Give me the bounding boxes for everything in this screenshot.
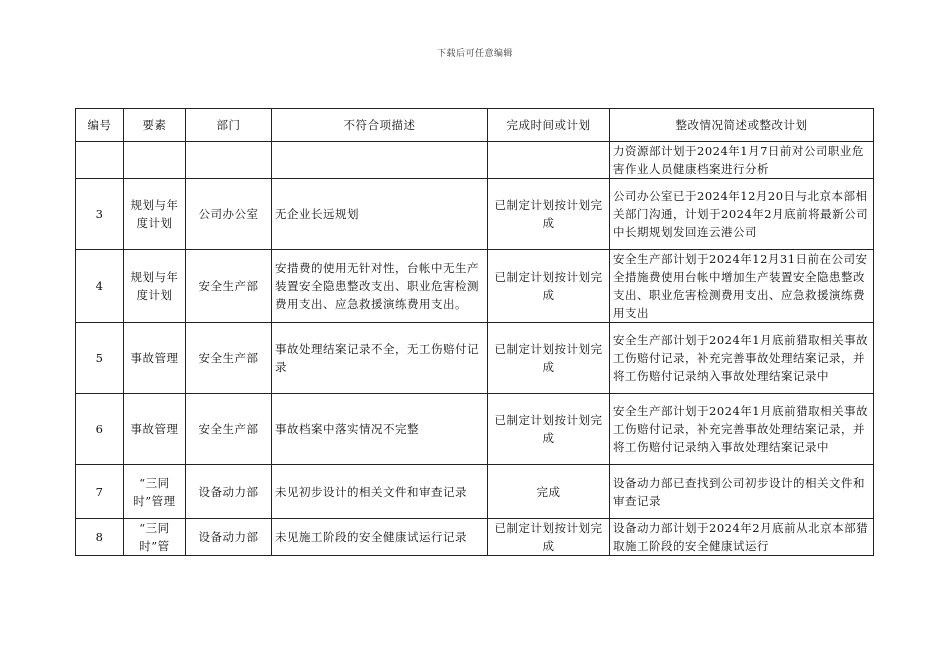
table-row [76,394,874,465]
cell-no [76,142,124,179]
table-row [76,250,874,323]
cell-status: 完成 [488,465,610,519]
cell-department: 安全生产部 [186,250,272,323]
cell-no: 4 [76,250,124,323]
cell-no: 8 [76,519,124,556]
cell-department: 安全生产部 [186,323,272,394]
rectification-table [75,108,874,556]
table-header-row [76,109,874,142]
cell-no: 5 [76,323,124,394]
header-completion: 完成时间或计划 [488,109,610,142]
cell-element: 规划与年度计划 [124,179,186,250]
cell-department: 设备动力部 [186,465,272,519]
cell-element: “三同时”管理 [124,465,186,519]
cell-plan: 设备动力部计划于2024年2月底前从北京本部猎取施工阶段的安全健康试运行 [610,519,874,556]
cell-plan: 公司办公室已于2024年12月20日与北京本部相关部门沟通，计划于2024年2月底前将最新公司中长期规划发回连云港公司 [610,179,874,250]
table-row [76,519,874,556]
cell-status: 已制定计划按计划完成 [488,250,610,323]
cell-element: 事故管理 [124,323,186,394]
cell-description: 无企业长远规划 [272,179,488,250]
header-rectification: 整改情况简述或整改计划 [610,109,874,142]
cell-plan: 安全生产部计划于2024年12月31日前在公司安全措施费使用台帐中增加生产装置安全隐患整改支出、职业危害检测费用支出、应急救援演练费用支出 [610,250,874,323]
cell-no: 7 [76,465,124,519]
cell-status: 已制定计划按计划完成 [488,179,610,250]
cell-description: 未见初步设计的相关文件和审查记录 [272,465,488,519]
table-row [76,179,874,250]
header-nonconformity: 不符合项描述 [272,109,488,142]
cell-description: 未见施工阶段的安全健康试运行记录 [272,519,488,556]
cell-status [488,142,610,179]
page-header-note: 下载后可任意编辑 [436,49,513,59]
table-row [76,465,874,519]
cell-status: 已制定计划按计划完成 [488,394,610,465]
cell-element [124,142,186,179]
header-department: 部门 [186,109,272,142]
cell-department: 安全生产部 [186,394,272,465]
cell-plan: 安全生产部计划于2024年1月底前猎取相关事故工伤赔付记录，补充完善事故处理结案记录，并将工伤赔付记录纳入事故处理结案记录中 [610,323,874,394]
cell-no: 3 [76,179,124,250]
cell-status: 已制定计划按计划完成 [488,323,610,394]
cell-department [186,142,272,179]
cell-department: 设备动力部 [186,519,272,556]
cell-status: 已制定计划按计划完成 [488,519,610,556]
table-row [76,142,874,179]
cell-plan: 安全生产部计划于2024年1月底前猎取相关事故工伤赔付记录，补充完善事故处理结案记录，并将工伤赔付记录纳入事故处理结案记录中 [610,394,874,465]
cell-plan: 设备动力部已查找到公司初步设计的相关文件和审查记录 [610,465,874,519]
cell-plan: 力资源部计划于2024年1月7日前对公司职业危害作业人员健康档案进行分析 [610,142,874,179]
header-element: 要素 [124,109,186,142]
table-row [76,323,874,394]
cell-no: 6 [76,394,124,465]
cell-element: 事故管理 [124,394,186,465]
cell-description [272,142,488,179]
cell-description: 事故处理结案记录不全，无工伤赔付记录 [272,323,488,394]
cell-description: 安措费的使用无针对性，台帐中无生产装置安全隐患整改支出、职业危害检测费用支出、应急救援演练费用支出。 [272,250,488,323]
cell-element: “三同时”管 [124,519,186,556]
cell-description: 事故档案中落实情况不完整 [272,394,488,465]
header-no: 编号 [76,109,124,142]
cell-element: 规划与年度计划 [124,250,186,323]
cell-department: 公司办公室 [186,179,272,250]
